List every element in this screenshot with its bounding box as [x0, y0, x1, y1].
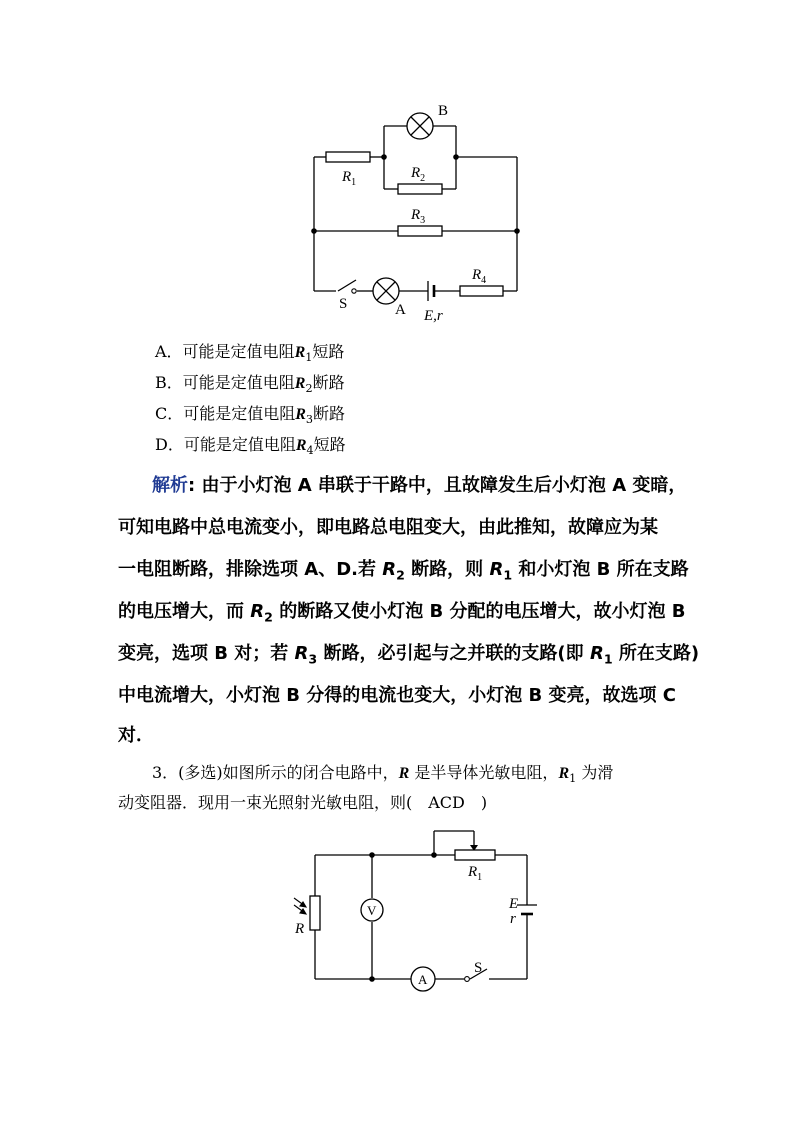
question3-line-2: 动变阻器．现用一束光照射光敏电阻，则( ACD ) — [118, 793, 488, 812]
battery-icon — [517, 905, 537, 914]
analysis-line-6: 中电流增大，小灯泡 B 分得的电流也变大，小灯泡 B 变亮，故选项 C — [118, 685, 676, 706]
label-r-photo: R — [295, 921, 305, 937]
svg-text:V: V — [367, 903, 377, 918]
analysis-line-7: 对． — [118, 725, 154, 746]
option-b: B．可能是定值电阻$R_2$断路 — [155, 373, 345, 396]
photoresistor-r — [310, 896, 320, 930]
switch-contact-icon — [352, 289, 356, 293]
option-a: A．可能是定值电阻$R_1$短路 — [155, 342, 345, 365]
resistor-r4 — [460, 286, 503, 296]
analysis-line-5: 变亮，选项 B 对；若 $R_3$ 断路，必引起与之并联的支路(即 $R_1$ 所在支路) — [118, 643, 700, 667]
label-e: E — [509, 896, 519, 912]
label-s: S — [339, 296, 348, 312]
label-r2: $R_2$ — [411, 165, 426, 184]
label-r3: $R_3$ — [411, 207, 426, 226]
resistor-r2 — [398, 184, 442, 194]
circuit-diagram-1 — [0, 0, 794, 330]
switch-contact-icon — [465, 977, 470, 982]
battery-icon — [428, 281, 434, 301]
rheostat-r1 — [455, 850, 495, 860]
label-r4: $R_4$ — [472, 267, 487, 286]
label-r1: $R_1$ — [468, 864, 483, 883]
analysis-label: 解析 — [152, 475, 188, 496]
label-s: S — [474, 960, 483, 976]
option-d: D．可能是定值电阻$R_4$短路 — [155, 435, 346, 458]
lamp-b-icon — [407, 113, 433, 139]
light-arrows-icon — [294, 898, 306, 914]
analysis-line-4: 的电压增大，而 $R_2$ 的断路又使小灯泡 B 分配的电压增大，故小灯泡 B — [118, 601, 686, 625]
label-er: E,r — [424, 308, 443, 324]
voltmeter-icon — [361, 899, 383, 921]
analysis-line-3: 一电阻断路，排除选项 A、D.若 $R_2$ 断路，则 $R_1$ 和小灯泡 B 所在支路 — [118, 559, 689, 583]
ammeter-icon — [411, 967, 435, 991]
circuit-diagram-2 — [0, 820, 794, 1020]
analysis-line-1: 解析: 由于小灯泡 A 串联于干路中，且故障发生后小灯泡 A 变暗， — [152, 475, 687, 496]
svg-text:A: A — [418, 972, 428, 987]
resistor-r3 — [398, 226, 442, 236]
label-b: B — [438, 103, 449, 119]
label-r-internal: r — [510, 911, 516, 927]
label-a: A — [395, 302, 406, 318]
label-r1: $R_1$ — [342, 169, 357, 188]
analysis-line-2: 可知电路中总电流变小，即电路总电阻变大，由此推知，故障应为某 — [118, 517, 658, 538]
question3-line-1: 3．(多选)如图所示的闭合电路中，R 是半导体光敏电阻，$R_1$ 为滑 — [152, 763, 614, 786]
lamp-a-icon — [373, 278, 399, 304]
option-c: C．可能是定值电阻$R_3$断路 — [155, 404, 346, 427]
resistor-r1 — [326, 152, 370, 162]
